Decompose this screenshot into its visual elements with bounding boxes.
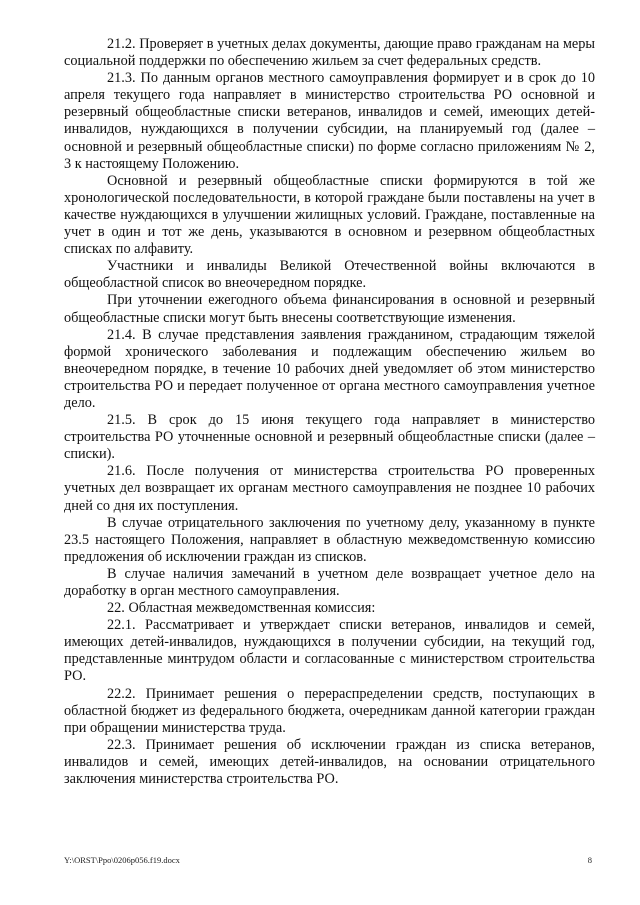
paragraph-negative-conclusion: В случае отрицательного заключения по учетному делу, указанному в пункте 23.5 настоящего Положения, направляет в областную межведомственную комиссию предложения об исключении граждан из списков. [64, 514, 595, 565]
document-body [64, 36, 595, 788]
paragraph-remarks: В случае наличия замечаний в учетном деле возвращает учетное дело на доработку в орган местного самоуправления. [64, 565, 595, 599]
paragraph-funding-changes: При уточнении ежегодного объема финансирования в основной и резервный общеобластные списки могут быть внесены соответствующие изменения. [64, 292, 595, 326]
footer-file-path: Y:\ORST\Ppo\0206p056.f19.docx [64, 855, 180, 865]
paragraph-veterans-priority: Участники и инвалиды Великой Отечественной войны включаются в общеобластной список во внеочередном порядке. [64, 258, 595, 292]
page-number: 8 [587, 855, 592, 865]
paragraph-21-2: 21.2. Проверяет в учетных делах документы, дающие право гражданам на меры социальной поддержки по обеспечению жильем за счет федеральных средств. [64, 36, 595, 70]
paragraph-22-2: 22.2. Принимает решения о перераспределении средств, поступающих в областной бюджет из федерального бюджета, очередникам данной категории граждан при обращении министерства труда. [64, 685, 595, 736]
paragraph-22-3: 22.3. Принимает решения об исключении граждан из списка ветеранов, инвалидов и семей, имеющих детей-инвалидов, на основании отрицательного заключения министерства строительства РО. [64, 736, 595, 788]
paragraph-21-5: 21.5. В срок до 15 июня текущего года направляет в министерство строительства РО уточненные основной и резервный общеобластные списки (далее – списки). [64, 412, 595, 463]
paragraph-21-6: 21.6. После получения от министерства строительства РО проверенных учетных дел возвращает их органам местного самоуправления не позднее 10 рабочих дней со дня их поступления. [64, 463, 595, 514]
paragraph-21-3: 21.3. По данным органов местного самоуправления формирует и в срок до 10 апреля текущего года направляет в министерство строительства РО основной и резервный общеобластные списки ветеранов, инвалидов и семей, имеющих детей-инвалидов, нуждающихся в получении субсидии, на планируемый год (далее – основной и резервный общеобластные списки) по форме согласно приложениям № 2, 3 к настоящему Положению. [64, 70, 595, 172]
paragraph-21-4: 21.4. В случае представления заявления гражданином, страдающим тяжелой формой хронического заболевания и подлежащим обеспечению жильем во внеочередном порядке, в течение 10 рабочих дней уведомляет об этом министерство строительства РО и передает полученное от органа местного самоуправления учетное дело. [64, 326, 595, 411]
paragraph-22-1: 22.1. Рассматривает и утверждает списки ветеранов, инвалидов и семей, имеющих детей-инвалидов, нуждающихся в получении субсидии, на текущий год, представленные минтрудом области и согласованные с министерством строительства РО. [64, 617, 595, 685]
paragraph-22-heading: 22. Областная межведомственная комиссия: [107, 600, 376, 617]
paragraph-lists-order: Основной и резервный общеобластные списки формируются в той же хронологической последовательности, в которой граждане были поставлены на учет в качестве нуждающихся в улучшении жилищных условий. Граждане, поставленные на учет в один и тот же день, указываются в основном и резервном общеобластных списках по алфавиту. [64, 172, 595, 258]
